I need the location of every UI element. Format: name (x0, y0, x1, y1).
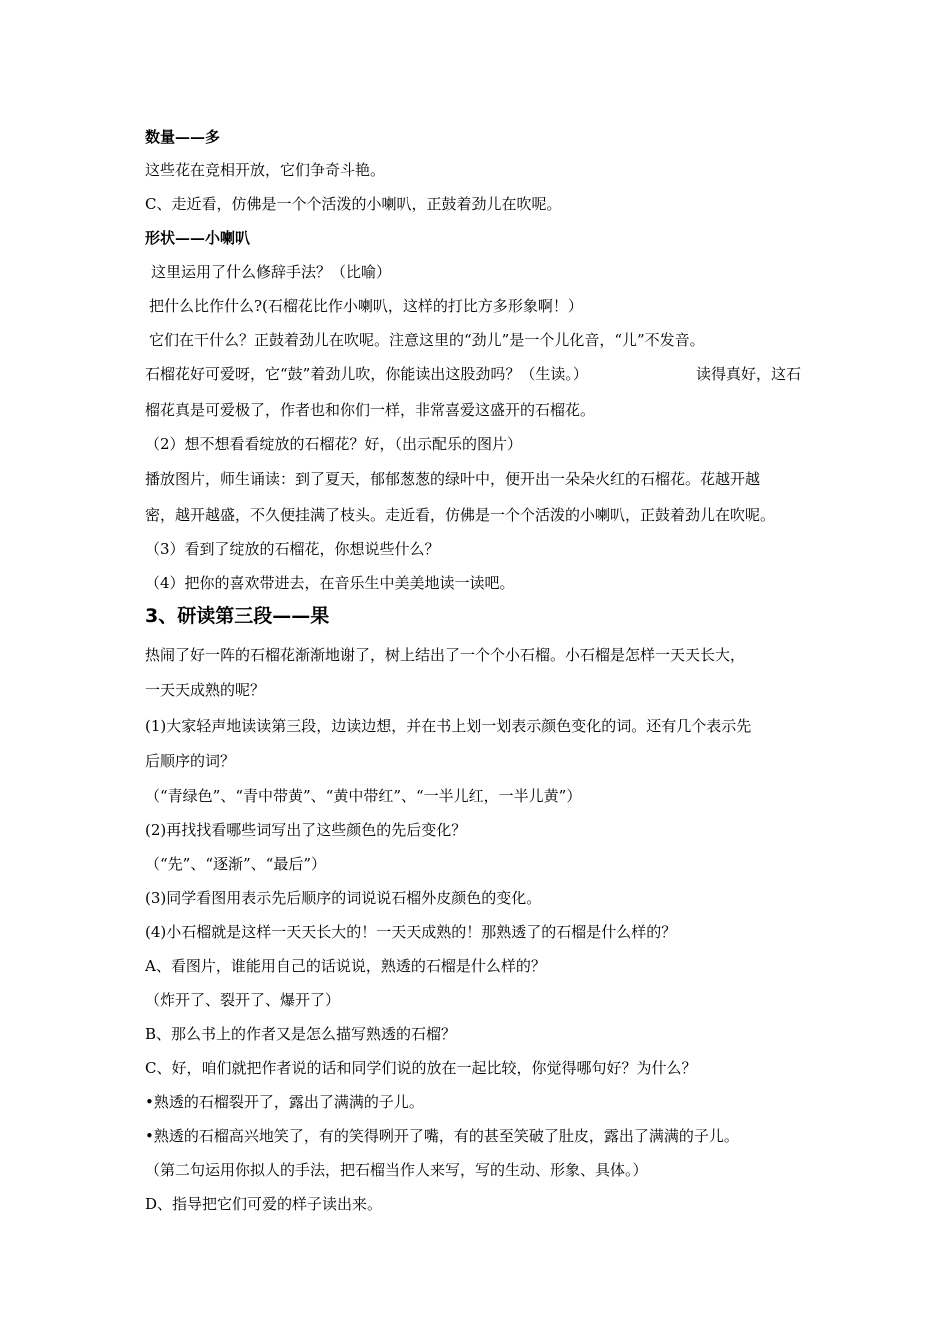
paragraph-line: (3)同学看图用表示先后顺序的词说说石榴外皮颜色的变化。 (145, 889, 542, 907)
subheading-quantity: 数量——多 (145, 128, 221, 146)
paragraph-line: 把什么比作什么?(石榴花比作小喇叭，这样的打比方多形象啊！） (149, 297, 583, 315)
paragraph-line: 热闹了好一阵的石榴花渐渐地谢了，树上结出了一个个小石榴。小石榴是怎样一天天长大， (145, 646, 746, 664)
paragraph-line: 密，越开越盛，不久便挂满了枝头。走近看，仿佛是一个个活泼的小喇叭，正鼓着劲儿在吹呢。 (145, 506, 776, 524)
paragraph-line: （4）把你的喜欢带进去，在音乐生中美美地读一读吧。 (145, 574, 515, 592)
paragraph-line: (1)大家轻声地读读第三段，边读边想，并在书上划一划表示颜色变化的词。还有几个表示先 (145, 717, 752, 735)
paragraph-line: 播放图片，师生诵读：到了夏天，郁郁葱葱的绿叶中，便开出一朵朵火红的石榴花。花越开越 (145, 470, 761, 488)
paragraph-line: 这些花在竞相开放，它们争奇斗艳。 (145, 161, 386, 179)
paragraph-line: C、好，咱们就把作者说的话和同学们说的放在一起比较，你觉得哪句好？为什么？ (145, 1059, 697, 1077)
paragraph-line: D、指导把它们可爱的样子读出来。 (145, 1195, 383, 1213)
paragraph-line: （“青绿色”、“青中带黄”、“黄中带红”、“一半儿红，一半儿黄”） (145, 787, 582, 805)
bullet-item: •熟透的石榴高兴地笑了，有的笑得咧开了嘴，有的甚至笑破了肚皮，露出了满满的子儿。 (145, 1127, 739, 1145)
paragraph-line-tail: 读得真好，这石 (696, 365, 802, 383)
paragraph-line: (2)再找找看哪些词写出了这些颜色的先后变化？ (145, 821, 467, 839)
paragraph-line: 它们在干什么？正鼓着劲儿在吹呢。注意这里的“劲儿”是一个儿化音，“儿”不发音。 (149, 331, 705, 349)
paragraph-line: （第二句运用你拟人的手法，把石榴当作人来写，写的生动、形象、具体。） (145, 1161, 648, 1179)
paragraph-line: C、走近看，仿佛是一个个活泼的小喇叭，正鼓着劲儿在吹呢。 (145, 195, 562, 213)
paragraph-line: B、那么书上的作者又是怎么描写熟透的石榴？ (145, 1025, 457, 1043)
paragraph-line: （炸开了、裂开了、爆开了） (145, 991, 341, 1009)
paragraph-line: 榴花真是可爱极了，作者也和你们一样，非常喜爱这盛开的石榴花。 (145, 401, 596, 419)
paragraph-line: A、看图片，谁能用自己的话说说，熟透的石榴是什么样的？ (145, 957, 546, 975)
paragraph-line: （“先”、“逐渐”、“最后”） (145, 855, 327, 873)
paragraph-line: 这里运用了什么修辞手法？（比喻） (151, 263, 392, 281)
paragraph-line: 后顺序的词？ (145, 752, 236, 770)
paragraph-line: 石榴花好可爱呀，它“鼓”着劲儿吹，你能读出这股劲吗？（生读。） (145, 365, 588, 383)
subheading-shape: 形状——小喇叭 (145, 229, 251, 247)
bullet-item: •熟透的石榴裂开了，露出了满满的子儿。 (145, 1093, 424, 1111)
section-heading: 3、研读第三段——果 (145, 605, 330, 627)
paragraph-line: 一天天成熟的呢？ (145, 681, 266, 699)
paragraph-line: (4)小石榴就是这样一天天长大的！一天天成熟的！那熟透了的石榴是什么样的？ (145, 923, 677, 941)
paragraph-line: （3）看到了绽放的石榴花，你想说些什么？ (145, 540, 440, 558)
paragraph-line: （2）想不想看看绽放的石榴花？好，（出示配乐的图片） (145, 435, 523, 453)
